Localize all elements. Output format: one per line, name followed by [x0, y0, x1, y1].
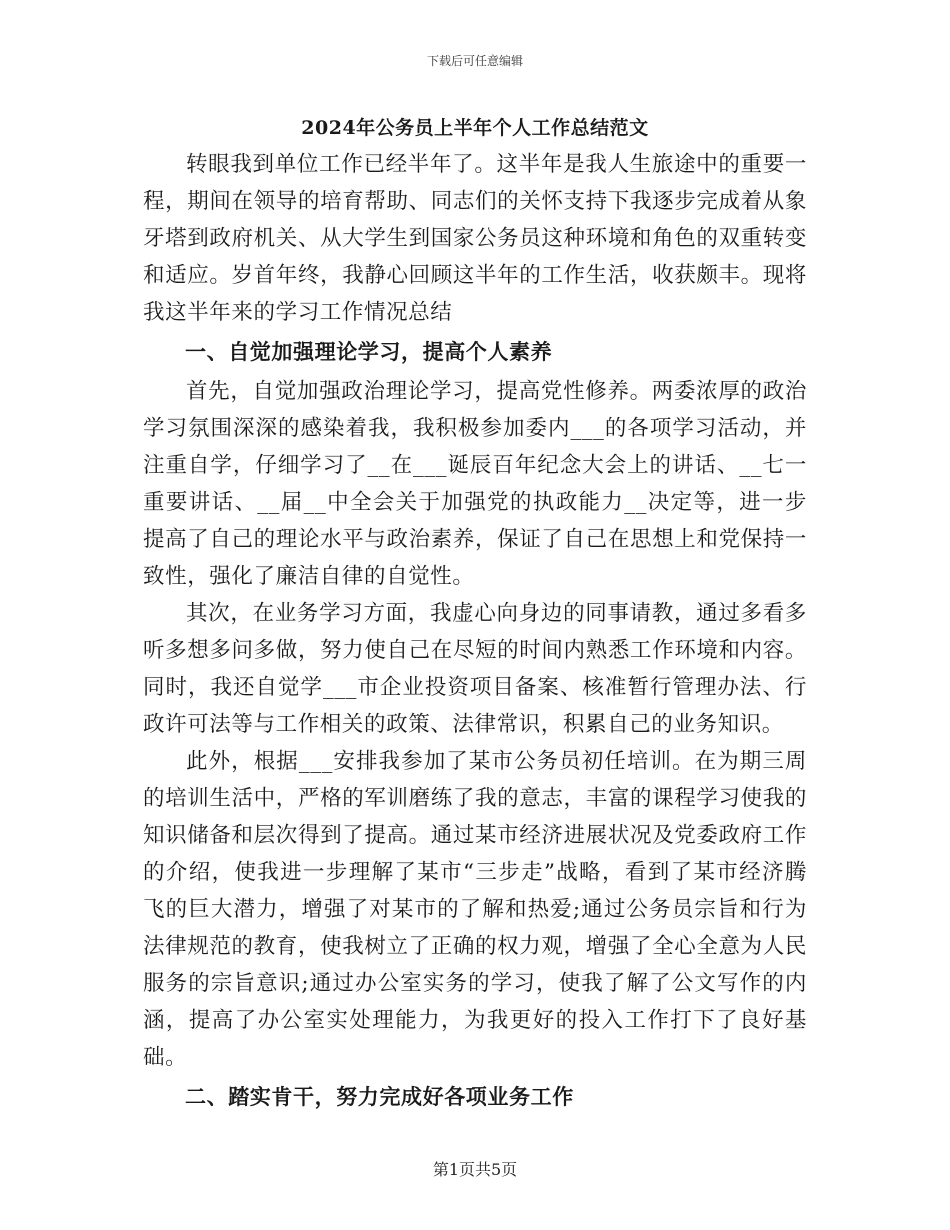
- page-number-footer: 第1页共5页: [432, 1160, 518, 1179]
- intro-paragraph: 转眼我到单位工作已经半年了。这半年是我人生旅途中的重要一程，期间在领导的培育帮助、同志们的关怀支持下我逐步完成着从象牙塔到政府机关、从大学生到国家公务员这种环境和角色的双重转变和适应。岁首年终，我静心回顾这半年的工作生活，收获颇丰。现将我这半年来的学习工作情况总结: [143, 152, 807, 325]
- page-header-note: 下载后可任意编辑: [426, 54, 523, 68]
- section1-paragraph-1: 首先，自觉加强政治理论学习，提高党性修养。两委浓厚的政治学习氛围深深的感染着我，我积极参加委内___的各项学习活动，并注重自学，仔细学习了__在___诞辰百年纪念大会上的讲话、__七一重要讲话、__届__中全会关于加强党的执政能力__决定等，进一步提高了自己的理论水平与政治素养，保证了自己在思想上和党保持一致性，强化了廉洁自律的自觉性。: [143, 379, 807, 589]
- section-heading-1: 一、自觉加强理论学习，提高个人素养: [185, 339, 553, 364]
- document-body: [143, 113, 807, 1118]
- section-heading-2: 二、踏实肯干，努力完成好各项业务工作: [185, 1084, 574, 1109]
- document-title: 2024年公务员上半年个人工作总结范文: [301, 117, 649, 139]
- section1-paragraph-3: 此外，根据___安排我参加了某市公务员初任培训。在为期三周的培训生活中，严格的军训磨练了我的意志，丰富的课程学习使我的知识储备和层次得到了提高。通过某市经济进展状况及党委政府工作的介绍，使我进一步理解了某市“三步走”战略，看到了某市经济腾飞的巨大潜力，增强了对某市的了解和热爱;通过公务员宗旨和行为法律规范的教育，使我树立了正确的权力观，增强了全心全意为人民服务的宗旨意识;通过办公室实务的学习，使我了解了公文写作的内涵，提高了办公室实处理能力，为我更好的投入工作打下了良好基础。: [143, 749, 807, 1070]
- section1-paragraph-2: 其次，在业务学习方面，我虚心向身边的同事请教，通过多看多听多想多问多做，努力使自己在尽短的时间内熟悉工作环境和内容。同时，我还自觉学___市企业投资项目备案、核准暂行管理办法、行政许可法等与工作相关的政策、法律常识，积累自己的业务知识。: [143, 601, 807, 737]
